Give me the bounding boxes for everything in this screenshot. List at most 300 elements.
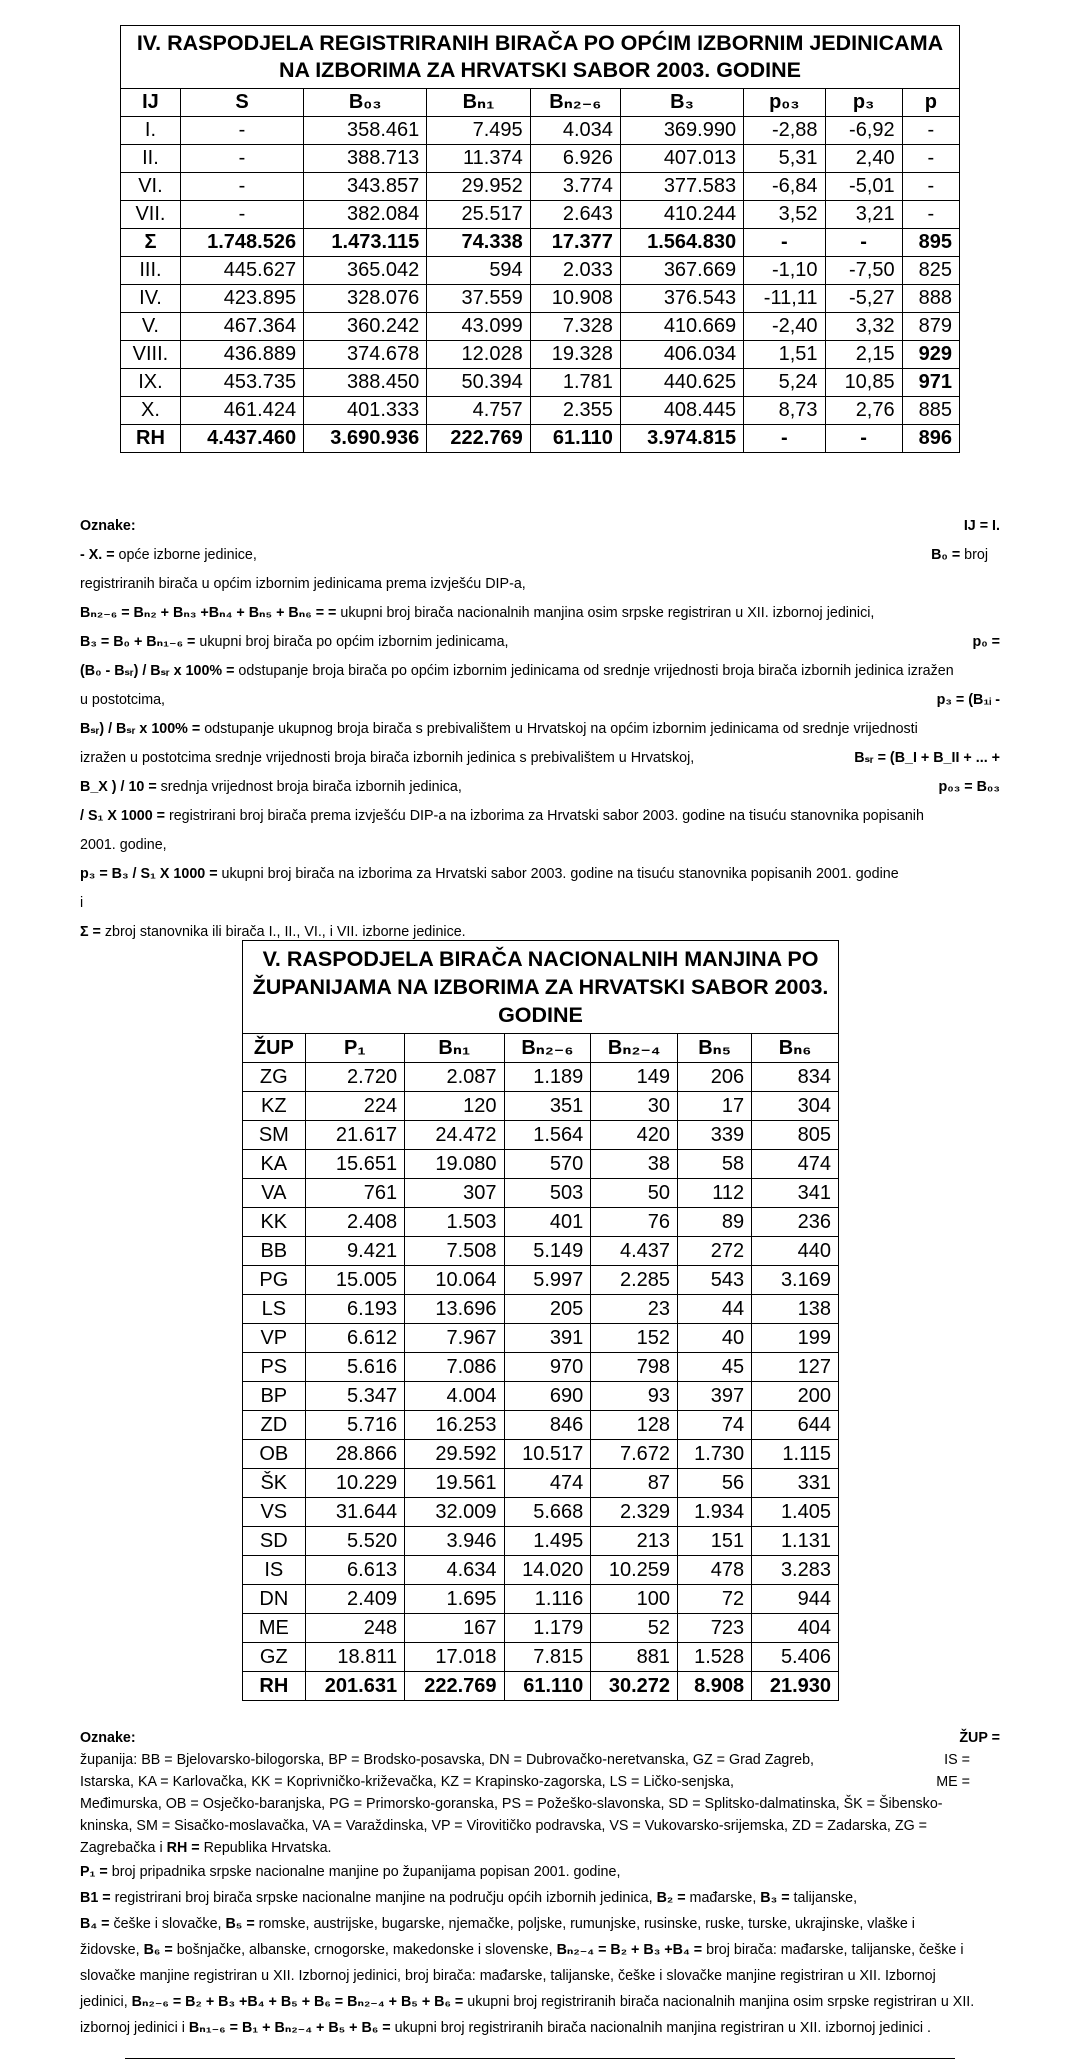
table-iv-cell: 2.355 — [530, 397, 620, 425]
table-v-header-cell: Bₙ₆ — [752, 1034, 839, 1063]
table-v-row — [243, 1498, 839, 1527]
table-iv-cell: - — [180, 201, 303, 229]
table-iv-cell: 5,31 — [744, 145, 825, 173]
table-iv-row-label: VII. — [121, 201, 181, 229]
note-term: Bₛᵣ) / Bₛᵣ x 100% = — [80, 721, 201, 737]
table-v-row — [243, 1614, 839, 1643]
table-v-cell: 2.087 — [405, 1063, 504, 1092]
table-v-cell: 205 — [504, 1295, 591, 1324]
table-v-row-label: GZ — [243, 1643, 306, 1672]
table-iv-cell: 410.669 — [620, 313, 743, 341]
table-iv-row-label: III. — [121, 257, 181, 285]
notes-v-zup: ŽUP = — [959, 1730, 1000, 1746]
table-v-row-label: PG — [243, 1266, 306, 1295]
table-iv-row — [121, 173, 960, 201]
table-iv-cell: 461.424 — [180, 397, 303, 425]
table-v-cell: 391 — [504, 1324, 591, 1353]
table-iv-cell: - — [180, 145, 303, 173]
note-term: B1 = — [80, 1890, 111, 1906]
table-v-cell: 2.329 — [591, 1498, 678, 1527]
table-v-cell: 52 — [591, 1614, 678, 1643]
table-iv-cell: 376.543 — [620, 285, 743, 313]
table-iv-cell: 7.495 — [427, 117, 530, 145]
table-v-row-label: VP — [243, 1324, 306, 1353]
note-text: ukupni broj registriranih birača nacionalnih manjina registriran u XII. izbornoj jedinici . — [390, 2020, 932, 2036]
note-text: broj birača: mađarske, talijanske, češke i — [702, 1942, 964, 1958]
table-iv-row — [121, 313, 960, 341]
table-iv-cell: 25.517 — [427, 201, 530, 229]
table-iv-body — [121, 117, 960, 453]
notes-table-v — [80, 1727, 1000, 2041]
table-v-cell: 32.009 — [405, 1498, 504, 1527]
table-v-cell: 199 — [752, 1324, 839, 1353]
table-iv-cell: -5,27 — [825, 285, 902, 313]
table-v-row-label: SM — [243, 1121, 306, 1150]
table-v-row — [243, 1527, 839, 1556]
table-iv-cell: 3.690.936 — [304, 425, 427, 453]
table-v-row-label: DN — [243, 1585, 306, 1614]
table-v-cell: 331 — [752, 1469, 839, 1498]
table-v-cell: 18.811 — [305, 1643, 404, 1672]
table-iv-row — [121, 201, 960, 229]
table-v-cell: 846 — [504, 1411, 591, 1440]
table-iv-cell: - — [180, 173, 303, 201]
note-term: p₀ = — [972, 634, 1000, 650]
table-v-cell: 474 — [752, 1150, 839, 1179]
table-v-cell: 690 — [504, 1382, 591, 1411]
table-iv-cell: 7.328 — [530, 313, 620, 341]
table-v-cell: 834 — [752, 1063, 839, 1092]
table-iv-header-cell: B₀₃ — [304, 89, 427, 117]
note-text: ukupni broj birača po općim izbornim jedinicama, — [195, 634, 509, 650]
table-v-cell: 1.179 — [504, 1614, 591, 1643]
note-term: p₃ = (B₁ᵢ - — [936, 692, 1000, 708]
notes-table-iv — [80, 512, 1000, 947]
table-iv-row — [121, 285, 960, 313]
notes-iv-ij: IJ = I. — [963, 518, 1000, 534]
table-iv-cell: - — [825, 229, 902, 257]
table-v-row — [243, 1672, 839, 1701]
table-v-cell: 5.406 — [752, 1643, 839, 1672]
table-v-row — [243, 1440, 839, 1469]
table-iv-cell: 222.769 — [427, 425, 530, 453]
table-v-cell: 24.472 — [405, 1121, 504, 1150]
table-v-cell: 19.561 — [405, 1469, 504, 1498]
table-iv-cell: 3,32 — [825, 313, 902, 341]
note-text: broj pripadnika srpske nacionalne manjine po županijama popisan 2001. godine, — [107, 1864, 621, 1880]
table-iv-cell: 6.926 — [530, 145, 620, 173]
table-v-header-cell: ŽUP — [243, 1034, 306, 1063]
table-iv-cell: 825 — [902, 257, 959, 285]
table-v-cell: 23 — [591, 1295, 678, 1324]
table-v-cell: 1.116 — [504, 1585, 591, 1614]
table-v-cell: 4.437 — [591, 1237, 678, 1266]
notes-v-title: Oznake: — [80, 1730, 136, 1746]
table-v-body — [243, 1063, 839, 1701]
table-iv-cell: -6,92 — [825, 117, 902, 145]
table-iv-cell: 1.473.115 — [304, 229, 427, 257]
note-text: ukupni broj birača nacionalnih manjina osim srpske registriran u XII. izbornoj jedinici, — [336, 605, 875, 621]
table-iv-cell: 3,21 — [825, 201, 902, 229]
table-v-row — [243, 1585, 839, 1614]
table-v-cell: 31.644 — [305, 1498, 404, 1527]
table-iv-cell: 1.564.830 — [620, 229, 743, 257]
note-term: Bₙ₂₋₆ = Bₙ₂ + Bₙ₃ +Bₙ₄ + Bₙ₅ + Bₙ₆ = = — [80, 605, 337, 621]
note-text: jedinici, — [80, 1994, 132, 2010]
table-v-header-cell: Bₙ₂₋₆ — [504, 1034, 591, 1063]
table-v-cell: 28.866 — [305, 1440, 404, 1469]
table-iv-row — [121, 145, 960, 173]
table-v-cell: 7.508 — [405, 1237, 504, 1266]
table-v-row-label: VS — [243, 1498, 306, 1527]
table-v-row — [243, 1237, 839, 1266]
note-text: opće izborne jedinice, — [114, 547, 257, 563]
table-v-cell: 30 — [591, 1092, 678, 1121]
table-v-cell: 151 — [678, 1527, 752, 1556]
table-v-cell: 6.612 — [305, 1324, 404, 1353]
table-v-row-label: PS — [243, 1353, 306, 1382]
table-v-cell: 10.259 — [591, 1556, 678, 1585]
page-divider — [125, 2058, 955, 2059]
table-v-cell: 2.409 — [305, 1585, 404, 1614]
table-iv-cell: 3,52 — [744, 201, 825, 229]
note-text: zbroj stanovnika ili birača I., II., VI., i VII. izborne jedinice. — [100, 924, 466, 940]
table-v-cell: 61.110 — [504, 1672, 591, 1701]
table-iv-cell: 17.377 — [530, 229, 620, 257]
table-v-cell: 89 — [678, 1208, 752, 1237]
table-v-row — [243, 1324, 839, 1353]
table-v-row — [243, 1556, 839, 1585]
table-v-cell: 543 — [678, 1266, 752, 1295]
table-iv-cell: - — [744, 229, 825, 257]
table-v-row-label: KZ — [243, 1092, 306, 1121]
table-iv-row-label: VI. — [121, 173, 181, 201]
table-v-cell: 17 — [678, 1092, 752, 1121]
table-iv-cell: 11.374 — [427, 145, 530, 173]
table-iv-cell: - — [902, 173, 959, 201]
note-text: romske, austrijske, bugarske, njemačke, poljske, rumunjske, rusinske, ruske, turske, ukrajinske, vlaške i — [254, 1916, 915, 1932]
table-iv-cell: -11,11 — [744, 285, 825, 313]
table-v-cell: 1.730 — [678, 1440, 752, 1469]
note-text: kninska, SM = Sisačko-moslavačka, VA = Varaždinska, VP = Virovitičko podravska, VS = Vukovarsko-srijemska, ZD = Zadarska, ZG = — [80, 1818, 928, 1834]
table-iv-header-cell: IJ — [121, 89, 181, 117]
note-text: ME = — [936, 1774, 970, 1790]
table-iv-cell: 895 — [902, 229, 959, 257]
table-v-cell: 272 — [678, 1237, 752, 1266]
table-iv-cell: 445.627 — [180, 257, 303, 285]
table-v-cell: 4.634 — [405, 1556, 504, 1585]
table-v-cell: 503 — [504, 1179, 591, 1208]
note-text: ukupni broj registriranih birača nacionalnih manjina osim srpske registriran u XII. — [463, 1994, 975, 2010]
table-v-row-label: ME — [243, 1614, 306, 1643]
table-iv-row-label: IV. — [121, 285, 181, 313]
table-v-cell: 21.617 — [305, 1121, 404, 1150]
table-v-cell: 420 — [591, 1121, 678, 1150]
table-iv-cell: 1,51 — [744, 341, 825, 369]
table-iv-cell: 594 — [427, 257, 530, 285]
note-term: B₅ = — [225, 1916, 255, 1932]
table-iv-row — [121, 397, 960, 425]
table-v-cell: 6.193 — [305, 1295, 404, 1324]
table-v-cell: 723 — [678, 1614, 752, 1643]
table-v-cell: 100 — [591, 1585, 678, 1614]
table-iv-cell: 328.076 — [304, 285, 427, 313]
table-v-cell: 570 — [504, 1150, 591, 1179]
table-iv-row-label: IX. — [121, 369, 181, 397]
note-text: registrirani broj birača prema izvješću DIP-a na izborima za Hrvatski sabor 2003. godine na tisuću stanovnika popisanih — [165, 808, 924, 824]
note-text: 2001. godine, — [80, 837, 167, 853]
table-iv-cell: 29.952 — [427, 173, 530, 201]
table-v-caption: V. RASPODJELA BIRAČA NACIONALNIH MANJINA PO ŽUPANIJAMA NA IZBORIMA ZA HRVATSKI SABOR 2003. GODINE — [243, 941, 839, 1034]
note-text: srednja vrijednost broja birača izbornih jedinica, — [156, 779, 462, 795]
table-iv-row-label: Σ — [121, 229, 181, 257]
table-v-cell: 644 — [752, 1411, 839, 1440]
note-term: Bₙ₂₋₄ = B₂ + B₃ +B₄ = — [556, 1942, 703, 1958]
table-iv-cell: 374.678 — [304, 341, 427, 369]
table-iv-header-cell: p₃ — [825, 89, 902, 117]
table-v-cell: 6.613 — [305, 1556, 404, 1585]
table-v-cell: 1.115 — [752, 1440, 839, 1469]
table-v-cell: 16.253 — [405, 1411, 504, 1440]
note-term: B₄ = — [80, 1916, 110, 1932]
table-iv-cell: -2,88 — [744, 117, 825, 145]
table-v-cell: 1.528 — [678, 1643, 752, 1672]
table-v-row — [243, 1382, 839, 1411]
table-iv-cell: 407.013 — [620, 145, 743, 173]
table-v-cell: 7.815 — [504, 1643, 591, 1672]
table-v-cell: 1.934 — [678, 1498, 752, 1527]
table-v-cell: 224 — [305, 1092, 404, 1121]
table-iv-row-label: VIII. — [121, 341, 181, 369]
table-v-cell: 404 — [752, 1614, 839, 1643]
table-v-cell: 1.503 — [405, 1208, 504, 1237]
table-v-cell: 401 — [504, 1208, 591, 1237]
table-iv-cell: -2,40 — [744, 313, 825, 341]
table-v-cell: 127 — [752, 1353, 839, 1382]
table-v-row — [243, 1179, 839, 1208]
table-v-cell: 152 — [591, 1324, 678, 1353]
note-term: RH = — [166, 1840, 200, 1856]
table-iv-cell: 388.713 — [304, 145, 427, 173]
table-iv-cell: -5,01 — [825, 173, 902, 201]
note-text: slovačke manjine registriran u XII. Izbornoj jedinici, broj birača: mađarske, talijanske, češke i slovačke manjine registriran u XII. Izbornoj — [80, 1968, 936, 1984]
table-iv-row-label: I. — [121, 117, 181, 145]
note-term: P₁ = — [80, 1864, 108, 1880]
table-v-header-cell: P₁ — [305, 1034, 404, 1063]
table-iv-cell: 382.084 — [304, 201, 427, 229]
table-iv-cell: -7,50 — [825, 257, 902, 285]
note-term: / S₁ X 1000 = — [80, 808, 165, 824]
notes-iv-title: Oznake: — [80, 518, 136, 534]
table-iv-cell: 406.034 — [620, 341, 743, 369]
table-v-cell: 1.189 — [504, 1063, 591, 1092]
table-v-row-label: VA — [243, 1179, 306, 1208]
note-term: Bₛᵣ = (B_I + B_II + ... + — [854, 750, 1000, 766]
note-term: B₃ = — [760, 1890, 790, 1906]
table-iv-cell: 2,76 — [825, 397, 902, 425]
table-v-cell: 1.131 — [752, 1527, 839, 1556]
table-v-minority-voters — [242, 940, 839, 1701]
table-v-cell: 341 — [752, 1179, 839, 1208]
note-text: broj — [960, 547, 988, 563]
table-iv-cell: 410.244 — [620, 201, 743, 229]
table-v-cell: 248 — [305, 1614, 404, 1643]
table-v-row-label: RH — [243, 1672, 306, 1701]
table-v-cell: 58 — [678, 1150, 752, 1179]
table-v-header-cell: Bₙ₅ — [678, 1034, 752, 1063]
table-v-cell: 2.720 — [305, 1063, 404, 1092]
table-iv-cell: 4.437.460 — [180, 425, 303, 453]
table-iv-cell: - — [744, 425, 825, 453]
table-iv-cell: 1.781 — [530, 369, 620, 397]
table-v-cell: 5.716 — [305, 1411, 404, 1440]
note-text: židovske, — [80, 1942, 144, 1958]
table-v-row — [243, 1092, 839, 1121]
table-v-row-label: KA — [243, 1150, 306, 1179]
table-iv-cell: 423.895 — [180, 285, 303, 313]
table-v-cell: 10.517 — [504, 1440, 591, 1469]
table-v-cell: 397 — [678, 1382, 752, 1411]
table-v-row-label: ZG — [243, 1063, 306, 1092]
table-v-row — [243, 1208, 839, 1237]
note-term: Bₙ₂₋₆ = B₂ + B₃ +B₄ + B₅ + B₆ = Bₙ₂₋₄ + B₅ + B₆ = — [131, 1994, 464, 2010]
table-v-row-label: ŠK — [243, 1469, 306, 1498]
table-iv-cell: 37.559 — [427, 285, 530, 313]
table-v-cell: 1.564 — [504, 1121, 591, 1150]
table-v-cell: 440 — [752, 1237, 839, 1266]
table-v-cell: 5.668 — [504, 1498, 591, 1527]
note-term: B₆ = — [143, 1942, 173, 1958]
table-iv-cell: 365.042 — [304, 257, 427, 285]
note-text: odstupanje broja birača po općim izbornim jedinicama od srednje vrijednosti broja birača izbornih jedinica izražen — [234, 663, 954, 679]
table-iv-header-cell: Bₙ₁ — [427, 89, 530, 117]
note-term: B_X ) / 10 = — [80, 779, 157, 795]
table-v-cell: 38 — [591, 1150, 678, 1179]
table-v-cell: 881 — [591, 1643, 678, 1672]
table-iv-cell: 401.333 — [304, 397, 427, 425]
table-v-cell: 45 — [678, 1353, 752, 1382]
table-iv-cell: - — [180, 117, 303, 145]
table-v-row-label: KK — [243, 1208, 306, 1237]
table-iv-row-label: X. — [121, 397, 181, 425]
table-v-row-label: BB — [243, 1237, 306, 1266]
table-v-cell: 307 — [405, 1179, 504, 1208]
note-text: bošnjačke, albanske, crnogorske, makedonske i slovenske, — [172, 1942, 557, 1958]
table-v-row — [243, 1643, 839, 1672]
table-iv-cell: - — [825, 425, 902, 453]
note-text: odstupanje ukupnog broja birača s prebivalištem u Hrvatskoj na općim izbornim jedinicama od srednje vrijednosti — [200, 721, 918, 737]
note-text: registriranih birača u općim izbornim jedinicama prema izvješću DIP-a, — [80, 576, 526, 592]
table-v-cell: 7.086 — [405, 1353, 504, 1382]
table-v-cell: 2.285 — [591, 1266, 678, 1295]
table-iv-cell: 440.625 — [620, 369, 743, 397]
note-term: Σ = — [80, 924, 101, 940]
note-term: - X. = — [80, 547, 115, 563]
table-iv-cell: 4.757 — [427, 397, 530, 425]
table-v-cell: 222.769 — [405, 1672, 504, 1701]
table-v-cell: 10.229 — [305, 1469, 404, 1498]
table-iv-cell: -6,84 — [744, 173, 825, 201]
table-v-cell: 339 — [678, 1121, 752, 1150]
table-v-cell: 4.004 — [405, 1382, 504, 1411]
table-iv-header-cell: Bₙ₂₋₆ — [530, 89, 620, 117]
note-text: u postotcima, — [80, 692, 166, 708]
note-text: registrirani broj birača srpske nacionalne manjine na području općih izbornih jedinica, — [110, 1890, 657, 1906]
table-iv-row — [121, 229, 960, 257]
table-iv-cell: 5,24 — [744, 369, 825, 397]
table-iv-cell: 360.242 — [304, 313, 427, 341]
table-iv-cell: 12.028 — [427, 341, 530, 369]
table-v-cell: 2.408 — [305, 1208, 404, 1237]
table-v-cell: 1.695 — [405, 1585, 504, 1614]
table-iv-cell: 50.394 — [427, 369, 530, 397]
table-iv-header-cell: B₃ — [620, 89, 743, 117]
table-iv-cell: 3.974.815 — [620, 425, 743, 453]
table-v-cell: 40 — [678, 1324, 752, 1353]
table-v-row — [243, 1121, 839, 1150]
table-v-cell: 120 — [405, 1092, 504, 1121]
note-term: B₀ = — [931, 547, 961, 563]
table-iv-cell: 358.461 — [304, 117, 427, 145]
table-v-cell: 5.616 — [305, 1353, 404, 1382]
table-v-cell: 213 — [591, 1527, 678, 1556]
table-iv-cell: 888 — [902, 285, 959, 313]
table-v-cell: 3.283 — [752, 1556, 839, 1585]
table-v-cell: 112 — [678, 1179, 752, 1208]
table-iv-cell: 10.908 — [530, 285, 620, 313]
table-v-row — [243, 1150, 839, 1179]
table-v-cell: 5.997 — [504, 1266, 591, 1295]
table-iv-row — [121, 341, 960, 369]
table-v-cell: 201.631 — [305, 1672, 404, 1701]
table-v-row — [243, 1411, 839, 1440]
table-v-cell: 9.421 — [305, 1237, 404, 1266]
note-term: Bₙ₁₋₆ = B₁ + Bₙ₂₋₄ + B₅ + B₆ = — [188, 2020, 391, 2036]
table-iv-cell: 3.774 — [530, 173, 620, 201]
table-v-cell: 3.946 — [405, 1527, 504, 1556]
table-iv-row-label: RH — [121, 425, 181, 453]
table-v-header-row — [243, 1034, 839, 1063]
table-v-cell: 72 — [678, 1585, 752, 1614]
table-iv-header-cell: p₀₃ — [744, 89, 825, 117]
table-iv-cell: 1.748.526 — [180, 229, 303, 257]
table-v-cell: 944 — [752, 1585, 839, 1614]
table-iv-cell: 453.735 — [180, 369, 303, 397]
table-iv-cell: 971 — [902, 369, 959, 397]
table-iv-cell: 896 — [902, 425, 959, 453]
table-v-cell: 304 — [752, 1092, 839, 1121]
table-iv-cell: 929 — [902, 341, 959, 369]
table-v-row-label: SD — [243, 1527, 306, 1556]
note-term: B₃ = B₀ + Bₙ₁₋₆ = — [80, 634, 196, 650]
note-text: i — [80, 895, 84, 911]
table-iv-header-row — [121, 89, 960, 117]
table-v-cell: 761 — [305, 1179, 404, 1208]
table-v-row-label: LS — [243, 1295, 306, 1324]
table-iv-cell: - — [902, 145, 959, 173]
table-v-cell: 138 — [752, 1295, 839, 1324]
table-iv-cell: 343.857 — [304, 173, 427, 201]
table-v-cell: 14.020 — [504, 1556, 591, 1585]
table-iv-cell: - — [902, 201, 959, 229]
table-v-row-label: IS — [243, 1556, 306, 1585]
note-term: p₃ = B₃ / S₁ X 1000 = — [80, 866, 218, 882]
table-iv-header-cell: p — [902, 89, 959, 117]
table-v-cell: 8.908 — [678, 1672, 752, 1701]
table-iv-header-cell: S — [180, 89, 303, 117]
note-text: izbornoj jedinici i — [80, 2020, 189, 2036]
table-v-cell: 76 — [591, 1208, 678, 1237]
